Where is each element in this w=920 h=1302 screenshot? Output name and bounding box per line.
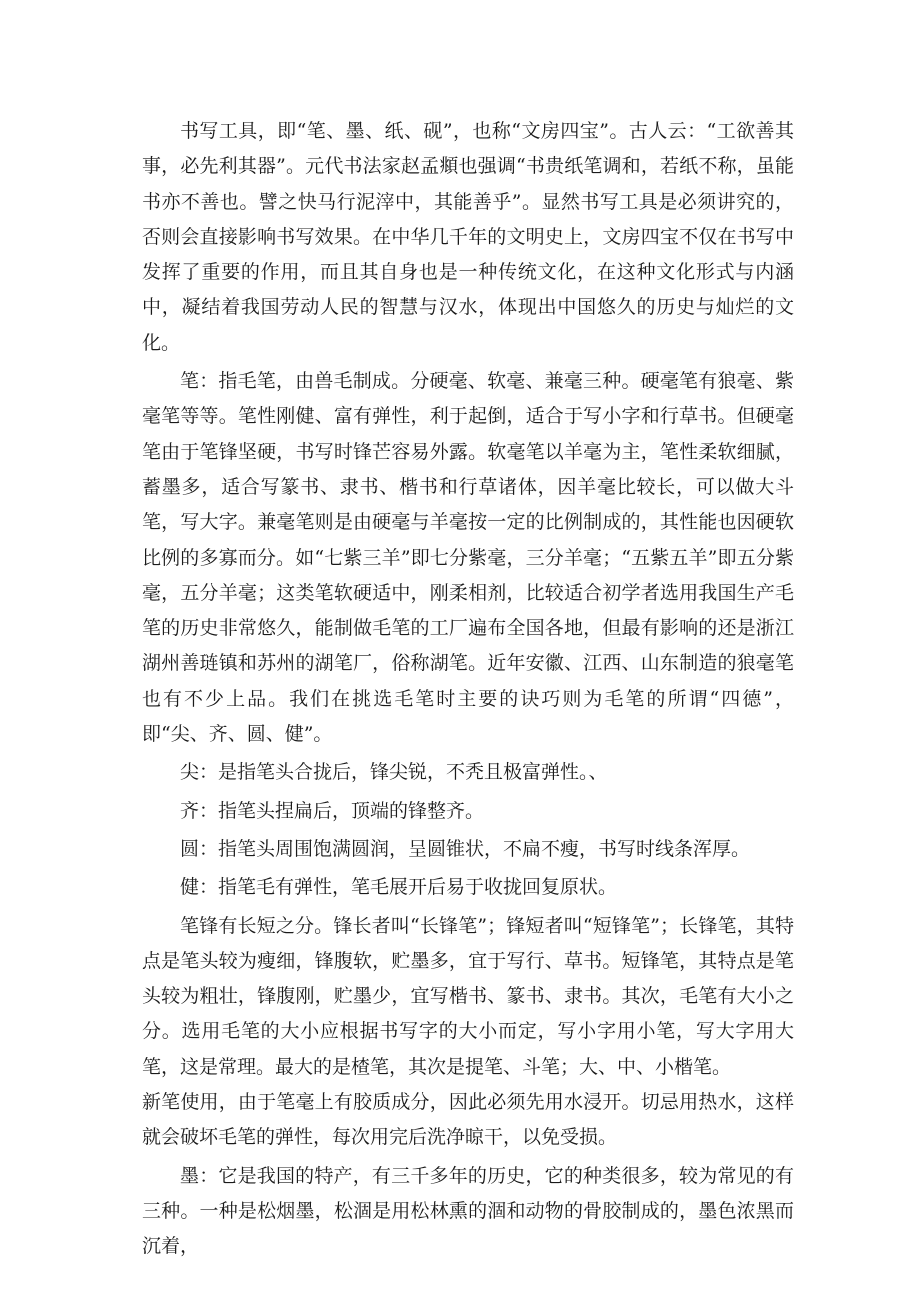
paragraph-virtue-even: 齐：指笔头捏扁后，顶端的锋整齐。 xyxy=(180,799,485,822)
paragraph-intro: 书写工具，即“笔、墨、纸、砚”，也称“文房四宝”。古人云：“工欲善其事，必先利其器”。元代书法家赵孟頫也强调“书贵纸笔调和，若纸不称，虽能书亦不善也。譬之快马行泥滓中，其能善乎”。显然书写工具是必须讲究的，否则会直接影响书写效果。在中华几千年的文明史上，文房四宝不仅在书写中发挥了重要的作用，而且其自身也是一种传统文化，在这种文化形式与内涵中，凝结着我国劳动人民的智慧与汉水，体现出中国悠久的历史与灿烂的文化。 xyxy=(142,120,794,354)
paragraph-virtue-sharp: 尖：是指笔头合拢后，锋尖锐，不秃且极富弹性。、 xyxy=(180,761,608,784)
paragraph-brush-tip: 笔锋有长短之分。锋长者叫“长锋笔”；锋短者叫“短锋笔”；长锋笔，其特点是笔头较为瘦细，锋腹软，贮墨多，宜于写行、草书。短锋笔，其特点是笔头较为粗壮，锋腹刚，贮墨少，宜写楷书、篆书、隶书。其次，毛笔有大小之分。选用毛笔的大小应根据书写字的大小而定，写小字用小笔，写大字用大笔，这是常理。最大的是楂笔，其次是提笔、斗笔；大、中、小楷笔。 xyxy=(142,914,794,1078)
paragraph-virtue-round: 圆：指笔头周围饱满圆润，呈圆锥状，不扁不瘦，书写时线条浑厚。 xyxy=(180,837,751,860)
paragraph-new-brush: 新笔使用，由于笔毫上有胶质成分，因此必须先用水浸开。切忌用热水，这样就会破坏毛笔的弹性，每次用完后洗净晾干，以免受损。 xyxy=(142,1091,794,1149)
paragraph-ink: 墨：它是我国的特产，有三千多年的历史，它的种类很多，较为常见的有三种。一种是松烟墨，松涸是用松林熏的涸和动物的骨胶制成的，墨色浓黑而沉着， xyxy=(142,1164,794,1258)
paragraph-virtue-resilient: 健：指笔毛有弹性，笔毛展开后易于收拢回复原状。 xyxy=(180,876,618,899)
document-body xyxy=(142,114,794,1265)
paragraph-brush: 笔：指毛笔，由兽毛制成。分硬毫、软毫、兼毫三种。硬毫笔有狼毫、紫毫笔等等。笔性刚健、富有弹性，利于起倒，适合于写小字和行草书。但硬毫笔由于笔锋坚硬，书写时锋芒容易外露。软毫笔以羊毫为主，笔性柔软细腻，蓄墨多，适合写篆书、隶书、楷书和行草诸体，因羊毫比较长，可以做大斗笔，写大字。兼毫笔则是由硬毫与羊毫按一定的比例制成的，其性能也因硬软比例的多寡而分。如“七紫三羊”即七分紫毫，三分羊毫；“五紫五羊”即五分紫毫，五分羊毫；这类笔软硬适中，刚柔相剂，比较适合初学者选用我国生产毛笔的历史非常悠久，能制做毛笔的工厂遍布全国各地，但最有影响的还是浙江湖州善琏镇和苏州的湖笔厂，俗称湖笔。近年安徽、江西、山东制造的狼毫笔也有不少上品。我们在挑选毛笔时主要的诀巧则为毛笔的所谓“四德”，即“尖、齐、圆、健”。 xyxy=(142,370,794,746)
